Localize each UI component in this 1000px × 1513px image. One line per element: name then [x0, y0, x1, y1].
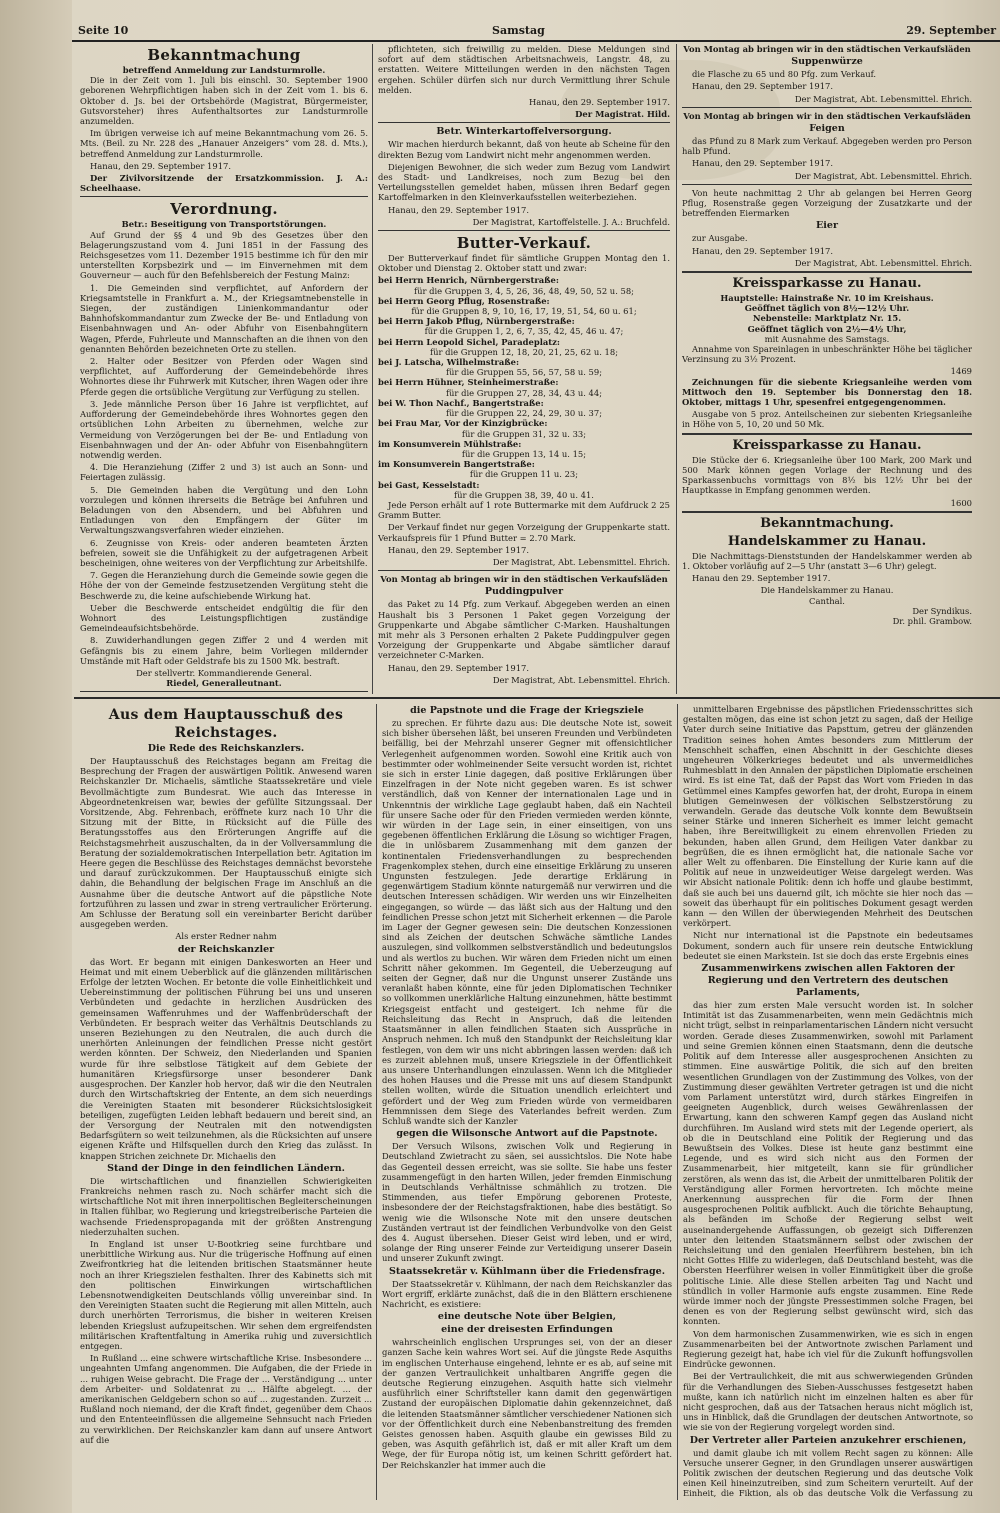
notice-date: Hanau, den 29. September 1917.	[692, 81, 834, 92]
ordinance-title: Verordnung.	[170, 200, 278, 219]
butter-shop	[378, 459, 670, 479]
article-paragraph: Der Hauptausschuß des Reichstages begann am Freitag die Besprechung der Fragen der auswärtigen Politik. Anwesend waren Reichskanzler Dr. Michaelis, sämtliche Staatssekretäre und viele Bevollmächtigte zum Bundesrat. Wie auch das Interesse in Abgeordnetenkreisen war, bewies der gefüllte Sitzungssaal. Der Vorsitzende, Abg. Fehrenbach, eröffnete kurz nach 10 Uhr die Sitzung mit der Bitte, in Rücksicht auf die Fülle des Beratungsstoffes aus den Erörterungen Angriffe auf die Reichstagsmehrheit auszuschalten, da in der Vollversammlung die Beratung der sozialdemokratischen Interpellation betr. Agitation im Heere gegen die Beschlüsse des Reichstages demnächst bevorstehe und darauf zurückzukommen. Der Hauptausschuß einigte sich dahin, die Behandlung der belgischen Frage im Anschluß an die Ausnahme über die deutsche Antwort auf die päpstliche Note fortzuführen zu lassen und zwar in streng vertraulicher Erörterung. Am Schlusse der Beratung soll ein vereinbarter Bericht darüber ausgegeben werden.	[80, 756, 372, 930]
article-subheading: der Reichskanzler	[177, 943, 275, 955]
shop-groups: für die Gruppen 22, 24, 29, 30 u. 37;	[445, 408, 603, 419]
shop-name: bei J. Latscha, Wilhelmstraße:	[378, 357, 520, 368]
shop-name: bei Herrn Georg Pflug, Rosenstraße:	[378, 295, 550, 306]
shop-groups: für die Gruppen 3, 4, 5, 26, 36, 48, 49, 50, 52 u. 58;	[413, 285, 635, 296]
page-header	[72, 24, 1000, 42]
notice-signature: Der Magistrat, Abt. Lebensmittel. Ehrich.	[794, 93, 972, 104]
butter-signature: Der Magistrat, Abt. Lebensmittel. Ehrich.	[492, 556, 670, 567]
article-paragraph: zu sprechen. Er führte dazu aus: Die deutsche Note ist, soweit sich bisher übersehen läßt, bei unseren Freunden und Verbündeten beifällig, bei der Mehrzahl unserer Gegner mit offensichtlicher Verlegenheit aufgenommen worden. Sowohl eine Kritik auch von bestimmter oder wohlmeinender Seite versucht worden ist, richtet sie sich in erster Linie dagegen, daß positive Erklärungen über Einzelfragen in der Note nicht gegeben waren. Es ist schwer verständlich, daß von Kenner der internationalen Lage und in Unkenntnis der wirkliche Lage geglaubt haben, daß ein Nachteil für unsere Sache oder für den Frieden vermieden werden könnte, wir würden in der Lage sein, in einer einseitigen, von uns gegebenen öffentlichen Erklärung die Lösung so wichtiger Fragen, die in unlösbarem Zusammenhang mit dem ganzen der kontinentalen Friedensverhandlungen zu besprechenden Fragenkomplex stehen, durch eine einseitige Erklärung zu unseren Ungunsten festzulegen. Jede derartige Erklärung in gegenwärtigem Stadium könnte naturgemäß nur verwirren und die deutschen Interessen schädigen. Wir werden uns wir Einzelheiten eingegangen, so würde — das läßt sich aus der Haltung und den feindlichen Presse schon jetzt mit Sicherheit erkennen — die Parole im Lager der Gegner gewesen sein: Die deutschen Konzessionen sind als Zeichen der deutschen Schwäche sämtliche Landes auszulegen, sind vollkommen selbstverständlich und bedeutungslos und als wertlos zu buchen. Wir wären dem Frieden nicht um einen Schritt näher gekommen. Im Gegenteil, die Ueberzeugung auf seiten der Gegner, daß nur die Ungunst unserer Zustände uns veranlaßt haben könnte, eine für jeden Diplomatischen Techniker so vollkommen unerklärliche Haltung einzunehmen, hätte bestimmt Kriegsgeist entfacht und gesteigert. Ich nehme für die Reichsleitung das Recht in Anspruch, daß die leitenden Staatsmänner in allen feindlichen Staaten sich Aussprüche in Anspruch nehmen. Ich muß den Standpunkt der Reichsleitung klar festlegen, von dem wir uns nicht abbringen lassen werden: daß ich es zurzeit ablehnen muß, unsere Kriegsziele in der Öffentlichkeit aus unsere Unterhandlungen einzulassen. Wenn ich die Mitglieder des hohen Hauses und die Presse mit uns auf diesem Standpunkt stellen wollten, würde die Situation unendlich erleichtert und gefördert und der Weg zum Frieden würde von vermeidbaren Hemmnissen dem Siege des Vaterlandes befreit werden. Zum Schluß wandte sich der Kanzler	[382, 718, 672, 1126]
bank-line: Geöffnet täglich von 2½—4½ Uhr,	[747, 323, 907, 334]
divider	[80, 196, 368, 197]
butter-shop-list	[378, 275, 670, 499]
butter-shop	[378, 418, 670, 438]
article-subheading: Der Vertreter aller Parteien anzukehrer erschienen,	[689, 1434, 967, 1446]
notice-subtitle: betreffend Anmeldung zur Landsturmrolle.	[122, 65, 326, 75]
article-paragraph: Als erster Redner nahm	[175, 931, 277, 942]
ordinance-paragraph: Auf Grund der §§ 4 und 9b des Gesetzes über den Belagerungszustand vom 4. Juni 1851 in der Fassung des Reichsgesetzes vom 11. Dezember 1915 bestimme ich für den mir unterstellten Korpsbezirk und — im Einvernehmen mit dem Gouverneur — auch für den Befehlsbereich der Festung Mainz:	[80, 229, 368, 281]
shop-groups: für die Gruppen 1, 2, 6, 7, 35, 42, 45, 46 u. 47;	[424, 326, 624, 337]
ordinance-paragraph: 5. Die Gemeinden haben die Vergütung und den Lohn vorzulegen und können ihrerseits die Beträge bei Anfuhren und Beladungen von den Absendern, und bei Abfuhren und Entladungen von den Empfängern der Güter im Verwaltungszwangsverfahren wieder einziehen.	[80, 484, 368, 536]
ordinance-signature-name: Riedel, Generalleutnant.	[166, 678, 282, 689]
ordinance-paragraph: 8. Zuwiderhandlungen gegen Ziffer 2 und 4 werden mit Gefängnis bis zu einem Jahre, beim Vorliegen mildernder Umstände mit Haft oder Geldstrafe bis zu 1500 Mk. bestraft.	[80, 635, 368, 666]
article-subheading: Staatssekretär v. Kühlmann über die Friedensfrage.	[388, 1265, 666, 1277]
article-paragraph: Der Staatssekretär v. Kühlmann, der nach dem Reichskanzler das Wort ergriff, erklärte zunächst, daß die in den Blättern erschienene Nachricht, es existiere:	[382, 1278, 672, 1309]
article-paragraph: das hier zum ersten Male versucht worden ist. In solcher Intimität ist das Zusammenarbeiten, wenn mein Gedächtnis mich nicht trügt, selbst in reinparlamentarischen Ländern nicht versucht worden. Gerade dieses Zusammenwirken, sowohl mit Parlament und seine Gremien können einen Staatsmann, denn die deutsche Politik auf dem Interesse aller ausgesprochenen Ansichten zu stimmen. Eine auswärtige Politik, die sich auf den breiten wesentlichen Grundlagen von der Zustimmung des Volkes, von der Zustimmung dieser gewählten Vertreter getragen ist und die nicht vom Parlament unterstützt wird, durch stärkes Eingreifen in geeigneten Augenblick, durch weises Gewährenlassen der Erwartung, kann den schweren Kampf gegen das Ausland nicht durchführen. Im Ausland wird stets mit der Legende operiert, als ob die in Deutschland eine Politik der Regierung und das Bewußtsein des Volkes. Diese ist heute ganz bestimmt eine Legende, und es wird sich nicht aus den Formen der Zusammenarbeit, hier mitgeteilt, kann sie für gründlicher zerstören, als wenn das ist, die Arbeit der unmittelbaren Politik der Verständigung aller Formen hervortreten. Ich möchte meine Anerkennung aussprechen für die Form der Ihnen ausgesprochenen Politik aufblickt. Auch die törichte Behauptung, als befänden im Schoße der Regierung selbst weit auseinandergehende Auffassungen, ob gezeigt sich Differenzen unter den leitenden Staatsmännern selbst oder zwischen der Reichsleitung und den genialen Heerführern bestehen, bin ich nicht Gottes Hilfe zu widerlegen, daß Deutschland besteht, was die Obersten Heerführer weisen in voller Einmütigkeit über die große politische Linie. Alle diese Stellen arbeiten Tag und Nacht und stündlich in voller Harmonie aufs engste zusammen. Eine Rede würde immer noch der jüngste Pressestimmen solche Fragen, bei denen es von der Regierung selbst gewünscht wird, sich das konnten.	[683, 1000, 973, 1327]
shop-name: bei Gast, Kesselstadt:	[378, 479, 480, 490]
notice-intro: Von Montag ab bringen wir in den städtischen Verkaufsläden	[683, 110, 971, 121]
article-paragraph: Von dem harmonischen Zusammenwirken, wie es sich in engen Zusammenarbeiten bei der Antwortnote zwischen Parlament und Regierung gezeigt hat, habe ich viel für die Zukunft hoffungsvollen Eindrücke gewonnen.	[683, 1328, 973, 1370]
divider	[80, 691, 368, 692]
chamber-signature-name: Canthal.	[809, 595, 845, 606]
potato-paragraph: Wir machen hierdurch bekannt, daß von heute ab Scheine für den direkten Bezug vom Landwirt nicht mehr angenommen werden.	[378, 139, 670, 160]
butter-shop	[378, 275, 670, 295]
notice-signature: Der Zivilvorsitzende der Ersatzkommission. J. A.: Scheelhaase.	[80, 173, 368, 194]
column-rule	[677, 704, 678, 1500]
butter-shop	[378, 337, 670, 357]
pudding-date: Hanau, den 29. September 1917.	[388, 662, 530, 673]
article-paragraph: wahrscheinlich englischen Ursprunges sei, von der an dieser ganzen Sache kein wahres Wort sei. Auf die jüngste Rede Asquiths im englischen Unterhause eingehend, lehnte er es ab, auf seine mit der ganzen Vertraulichkeit unhaltbaren Angriffe gegen die deutsche Regierung einzugehen. Asquith hatte sich vielmehr ausführlich einer Schriftsteller kann damit den gegenwärtigen Zustand der europäischen Diplomatie dahin gekennzeichnet, daß die leitenden Staatsmänner sämtlicher verschiedener Nationen sich vor der Öffentlichkeit durch eine Nebenbanstreitung des fremden Geistes genossen haben. Asquith glaube ein gewisses Bild zu geben, was Asquith gefährlich ist, daß er mit aller Kraft um dem Wege, der für Europa nötig ist, um keinen Schritt gefördert hat. Der Reichskanzler hat immer auch die	[382, 1337, 672, 1470]
pudding-paragraph: das Paket zu 14 Pfg. zum Verkauf. Abgegeben werden an einen Haushalt bis 3 Personen 1 Paket gegen Vorzeigung der Gruppenkarte und Abgabe sämtlicher C-Marken. Haushaltungen mit mehr als 3 Personen erhalten 2 Pakete Puddingpulver gegen Vorzeigung der Gruppenkarte und Abgabe sämtlicher darauf verzeichneter C-Marken.	[378, 599, 670, 661]
article-paragraph: In Rußland ... eine schwere wirtschaftliche Krise. Insbesondere ... ungeahnten Umfang angenommen. Die Aufgaben, die der Friede in ... ruhigen Weise gebracht. Die Frage der ... Verständigung ... unter dem Arbeiter- und Soldatenrat zu ... Hälfte abgelegt. ... der amerikanischen Geldgebern schon so auf ... zugestanden. Zurzeit ... Rußland noch niemand, der die Kraft findet, gegenüber dem Chaos und den Ententeeinflüssen die allgemeine Sehnsucht nach Frieden zu verwirklichen. Der Reichskanzler kam dann auf unsere Antwort auf die	[80, 1353, 372, 1445]
notice-item: Suppenwürze	[791, 56, 863, 68]
divider	[378, 570, 670, 571]
bank-paragraph: Die Stücke der 6. Kriegsanleihe über 100 Mark, 200 Mark und 500 Mark können gegen Vorlage der Rechnung und des Sparkassenbuchs vormittags von 8½ bis 12½ Uhr bei der Hauptkasse in Empfang genommen werden.	[682, 454, 972, 496]
column-1	[80, 44, 368, 692]
shop-groups: für die Gruppen 12, 18, 20, 21, 25, 62 u. 18;	[429, 346, 619, 357]
notice-paragraph: Von heute nachmittag 2 Uhr ab gelangen bei Herren Georg Pflug, Rosenstraße gegen Vorzeigung der Zusatzkarte und der betreffenden Eiermarken	[682, 187, 972, 219]
section-rule	[74, 697, 1000, 699]
ordinance-signature: Der stellvertr. Kommandierende General.	[136, 667, 312, 678]
shop-groups: für die Gruppen 8, 9, 10, 16, 17, 19, 51, 54, 60 u. 61;	[411, 306, 637, 317]
page-binding-edge	[0, 0, 72, 1513]
butter-shop	[378, 377, 670, 397]
potato-subtitle: Betr. Winterkartoffelversorgung.	[436, 126, 612, 138]
shop-groups: für die Gruppen 31, 32 u. 33;	[461, 428, 587, 439]
butter-shop	[378, 357, 670, 377]
bank-paragraph: Zeichnungen für die siebente Kriegsanleihe werden vom Mittwoch den 19. September bis Donnerstag den 18. Oktober, mittags 1 Uhr, spesenfrei entgegengenommen.	[682, 376, 972, 408]
notice-paragraph: Im übrigen verweise ich auf meine Bekanntmachung vom 26. 5. Mts. (Beil. zu Nr. 228 des „Hanauer Anzeigers“ vom 28. d. Mts.), betreffend Anmeldung zur Landsturmrolle.	[80, 128, 368, 159]
header-date: 29. September	[906, 24, 996, 37]
chamber-title: Bekanntmachung.	[760, 515, 894, 531]
chamber-paragraph: Die Nachmittags-Dienststunden der Handelskammer werden ab 1. Oktober vorläufig auf 2—5 Uhr (anstatt 3—6 Uhr) gelegt.	[682, 550, 972, 571]
notice-paragraph: das Pfund zu 8 Mark zum Verkauf. Abgegeben werden pro Person halb Pfund.	[682, 136, 972, 157]
notice-paragraph: pflichteten, sich freiwillig zu melden. Diese Meldungen sind sofort auf dem städtischen Arbeitsnachweis, Langstr. 48, zu erstatten. Weitere Mitteilungen werden in den nächsten Tagen ergehen. Schüler dürfen sich nur durch Vermittlung ihrer Schule melden.	[378, 44, 670, 95]
article-paragraph: Bei der Vertraulichkeit, die mit aus schwerwiegenden Gründen für die Verhandlungen des Sieben-Ausschusses festgesetzt haben mußte, kann ich natürlich nicht im einzelnen halten es aber für nicht gesprochen, daß aus der Tatsachen heraus nicht möglich ist, uns in Hinblick, daß die Grundlagen der deutschen Antwortnote, so wie sie von der Regierung vorgelegt worden sind.	[683, 1371, 973, 1433]
article-subheading: eine deutsche Note über Belgien,	[437, 1311, 617, 1323]
article-paragraph: das Wort. Er begann mit einigen Dankesworten an Heer und Heimat und mit einem Ueberblick auf die glänzenden militärischen Erfolge der letzten Wochen. Er betonte die volle Einheitlichkeit und Uebereinstimmung der politischen Führung bei uns und unseren Verbündeten und gedachte in herzlichen Ausdrücken des gemeinsamen Waffenruhmes und der Waffenbrüderschaft der Verbündeten. Er besprach weiter das Verhältnis Deutschlands zu unseren Beziehungen zu den Neutralen, die auch durch die unerhörten Anleinungen der feindlichen Presse nicht gestört werden könnten. Der Schweiz, den Niederlanden und Spanien wurde für ihre selbstlose Tätigkeit auf dem Gebiete der humanitären Kriegsfürsorge unser besonderer Dank ausgesprochen. Der Kanzler hob hervor, daß wir die den Neutralen durch den Wirtschaftskrieg der Entente, an dem sich neuerdings die Vereinigten Staaten mit besonderer Rücksichtslosigkeit beteiligen, zugefügten Leiden lebhaft bedauern und bereit sind, an der Versorgung der Neutralen mit den notwendigsten Bedarfsgütern so weit teilzunehmen, als die Rücksichten auf unsere eigenen Kräfte und Hilfsquellen durch den Krieg das zulässt. In knappen Strichen zeichnete Dr. Michaelis den	[80, 956, 372, 1161]
notice-title: Bekanntmachung	[147, 46, 301, 64]
ordinance-paragraph: 7. Gegen die Heranziehung durch die Gemeinde sowie gegen die Höhe der von der Gemeinde festzusetzenden Vergütung steht die Beschwerde zu, die keine aufschiebende Wirkung hat.	[80, 570, 368, 601]
notice-date: Hanau, den 29. September 1917.	[692, 245, 834, 256]
butter-shop	[378, 439, 670, 459]
potato-date: Hanau, den 29. September 1917.	[388, 204, 530, 215]
bank-paragraph: Annahme von Spareinlagen in unbeschränkter Höhe bei täglicher Verzinsung zu 3½ Prozent.	[682, 344, 972, 365]
notice-signature: Der Magistrat, Abt. Lebensmittel. Ehrich.	[794, 170, 972, 181]
notice-date: Hanau, den 29. September 1917.	[90, 160, 232, 171]
article-paragraph: unmittelbaren Ergebnisse des päpstlichen Friedensschrittes sich gestalten mögen, das eine ist schon jetzt zu sagen, daß der Heilige Vater durch seine Initiative das Papsttum, getreu der glänzenden Tradition seines hohen Amtes besonders zum Mittlerum der Menschheit schaffen, einen Abschnitt in der Geschichte dieses ungeheuren Völkerkrieges bedeutet und als unvermeidliches Ruhmesblatt in den Annalen der päpstlichen Diplomatie erscheinen wird. Es ist eine Tat, daß der Papst das Wort vom Frieden in das Getümmel eines Kampfes geworfen hat, der droht, Europa in einem blutigen Gemeinwesen der völkischen Selbstzerstörung zu verwandeln. Gerade das deutsche Volk konnte dem Bewußtsein seiner Stärke und inneren Sicherheit es immer leicht gemacht haben, ihre Bereitwilligkeit zu einem ehrenvollen Frieden zu bekunden, haben allen Grund, dem Heiligen Vater dankbar zu begrüßen, die es ihnen ermöglicht hat, die nationale Sache vor aller Welt zu offenbaren. Die Einstellung der Kurie kann auf die Politik auf neue in unzweideutiger Weise dargelegt werden. Was wir Absicht nationale Politik: denn ich hoffe und glaube bestimmt, daß sie auch bei uns dauernd gilt, ich möchte sie hier noch das — soweit das überhaupt für ein politisches Dokument gesagt werden kann — den Willen der überwiegenden Mehrheit des Deutschen verkörpert.	[683, 704, 973, 929]
shop-groups: für die Gruppen 38, 39, 40 u. 41.	[454, 489, 594, 500]
column-rule	[372, 44, 373, 694]
article-subtitle: Die Rede des Reichskanzlers.	[147, 743, 305, 754]
column-rule	[676, 44, 677, 694]
bank-title: Kreissparkasse zu Hanau.	[732, 276, 922, 292]
notice-date: Hanau, den 29. September 1917.	[528, 97, 670, 108]
butter-intro: Der Butterverkauf findet für sämtliche Gruppen Montag den 1. Oktober und Dienstag 2. Oktober statt und zwar:	[378, 253, 670, 274]
chamber-signature: Die Handelskammer zu Hanau.	[760, 585, 894, 596]
butter-shop	[378, 398, 670, 418]
shop-name: im Konsumverein Bangertstraße:	[378, 459, 535, 470]
shop-name: bei Herrn Leopold Sichel, Paradeplatz:	[378, 336, 561, 347]
notice-paragraph: die Flasche zu 65 und 80 Pfg. zum Verkauf.	[692, 69, 877, 80]
potato-paragraph: Diejenigen Bewohner, die sich weder zum Bezug vom Landwirt des Stadt- und Landkreises, noch zum Bezug bei den Verteilungsstellen gemeldet haben, müssen ihren Bedarf gegen Kartoffelmarken in den Kleinverkaufsstellen weiterbeziehen.	[378, 161, 670, 203]
article-paragraph: Der Versuch Wilsons, zwischen Volk und Regierung in Deutschland Zwietracht zu säen, sei aussichtslos. Die Note habe das Gegenteil dessen erreicht, was sie sollte. Sie habe uns fester zusammengefügt in den harten Willen, jeder fremden Einmischung in Deutschlands Verhältnisse schmählich zu trotzen. Die Stimmenden, aus tiefer Empörung geborenen Proteste, insbesondere der der Reichstagsfraktionen, habe dies bestätigt. So wenig wie die Wilsonsche Note mit den unsere deutschen Zuständen vertraut ist der feindlichen Verbundvolke von den Geist des 4. August übersehen. Dieser Geist wird leben, und er wird, solange der Ring unserer Feinde zur Verteidigung unserer Dasein und unserer Zukunft zwingt.	[382, 1141, 672, 1264]
chamber-date: Hanau den 29. September 1917.	[692, 573, 831, 584]
ordinance-paragraph: Ueber die Beschwerde entscheidet endgültig die für den Wohnort des Leistungspflichtigen zuständige Gemeindeaufsichtsbehörde.	[80, 602, 368, 634]
divider	[682, 511, 972, 513]
butter-paragraph: Jede Person erhält auf 1 rote Buttermarke mit dem Aufdruck 2 25 Gramm Butter.	[378, 499, 670, 521]
article-paragraph: Nicht nur international ist die Papstnote ein bedeutsames Dokument, sondern auch für unsere rein deutsche Entwicklung bedeutet sie einen Markstein. Ist sie doch das erste Ergebnis eines	[683, 930, 973, 961]
pudding-item: Puddingpulver	[484, 586, 564, 598]
ordinance-paragraph: 2. Halter oder Besitzer von Pferden oder Wagen sind verpflichtet, auf Aufforderung der Gemeindebehörde ihres Wohnortes diese ihr Fuhrwerk mit Kutscher, ihren Wagen oder ihre Pferde gegen die ortsübliche Vergütung zur Verfügung zu stellen.	[80, 356, 368, 397]
notice-intro: Von Montag ab bringen wir in den städtischen Verkaufsläden	[683, 44, 971, 54]
shop-groups: für die Gruppen 13, 14 u. 15;	[461, 448, 587, 459]
notice-signature: Der Magistrat. Hild.	[575, 109, 670, 120]
butter-shop	[378, 296, 670, 316]
ordinance-paragraph: 1. Die Gemeinden sind verpflichtet, auf Anfordern der Kriegsamtstelle in Frankfurt a. M., der Kriegsamtnebenstelle in Siegen, der zuständigen Linienkommandantur oder Bahnhofskommandantur zum Zwecke der Be- und Entladung von Eisenbahnwagen und An- oder Abfuhr von Eisenbahngütern Wagen, Pferde, Fuhrleute und Mannschaften an die ihnen von den genannten Behörden bezeichneten Orte zu stellen.	[80, 282, 368, 354]
bank-reference-number: 1469	[950, 366, 972, 377]
shop-name: im Konsumverein Mühlstraße:	[378, 438, 522, 449]
notice-item: Eier	[816, 220, 838, 232]
divider	[682, 107, 972, 108]
bank-title: Kreissparkasse zu Hanau.	[732, 437, 922, 453]
divider	[682, 433, 972, 435]
divider	[682, 184, 972, 185]
bank-reference-number: 1600	[950, 497, 972, 508]
butter-shop	[378, 316, 670, 336]
divider	[378, 122, 670, 123]
article-paragraph: und damit glaube ich mit vollem Recht sagen zu können: Alle Versuche unserer Gegner, in den Grundlagen unserer auswärtigen Politik zwischen der deutschen Regierung und das deutsche Volk einen Keil hineinzutreiben, sind zum Scheitern verurteilt. Auf der Einheit, die Fiktion, als ob das deutsche Volk die Verfassung zu	[683, 1447, 973, 1499]
header-weekday: Samstag	[492, 24, 545, 37]
article-column-3	[683, 704, 973, 1500]
potato-signature: Der Magistrat, Kartoffelstelle. J. A.: Bruchfeld.	[472, 216, 670, 227]
butter-shop	[378, 480, 670, 500]
article-paragraph: In England ist unser U-Bootkrieg seine furchtbare und unerbittliche Wirkung aus. Nur die trügerische Hoffnung auf einen Zweifrontkrieg hat die leitenden britischen Staatsmänner heute noch an ihrer Kriegszielen festhalten. Ihrer des Kabinetts sich mit den politischen Einwirkungen wirtschaftlichen Lebensnotwendigkeiten Deutschlands völlig unvereinbar sind. In den Vereinigten Staaten sucht die Regierung mit allen Mitteln, auch durch unerhörten Terrorismus, die bisher in weiteren Kreisen lebenden Kriegslust aufzupeitschen. Wir sehen dem ergreifendsten militärischen Kraftentfaltung in Amerika ruhig und zuversichtlich entgegen.	[80, 1238, 372, 1351]
article-subheading: die Papstnote und die Frage der Kriegsziele	[410, 705, 644, 716]
shop-groups: für die Gruppen 55, 56, 57, 58 u. 59;	[445, 367, 603, 378]
butter-date: Hanau, den 29. September 1917.	[388, 544, 530, 555]
shop-name: bei Frau Mar, Vor der Kinzigbrücke:	[378, 418, 548, 429]
bank-line: Geöffnet täglich von 8½—12½ Uhr.	[744, 303, 910, 314]
divider	[682, 271, 972, 273]
article-subheading: Stand der Dinge in den feindlichen Ländern.	[107, 1162, 345, 1174]
column-2	[378, 44, 670, 692]
chamber-syndic-name: Dr. phil. Grambow.	[892, 615, 972, 626]
notice-item: Feigen	[809, 123, 845, 135]
page-number: Seite 10	[78, 24, 129, 37]
column-3	[682, 44, 972, 692]
butter-paragraph: Der Verkauf findet nur gegen Vorzeigung der Gruppenkarte statt. Verkaufspreis für 1 Pfund Butter = 2.70 Mark.	[378, 522, 670, 543]
ordinance-paragraph: 3. Jede männliche Person über 16 Jahre ist verpflichtet, auf Aufforderung der Gemeindebehörde ihres Wohnortes gegen den ortsüblichen Lohn Arbeiten zu übernehmen, welche zur Vermeidung von Verzögerungen bei der Be- und Entladung von Eisenbahnwagen und der An- oder Abfuhr von Eisenbahngütern notwendig werden.	[80, 398, 368, 460]
ordinance-paragraph: 6. Zeugnisse von Kreis- oder anderen beamteten Ärzten befreien, soweit sie die Unfähigkeit zu der aufgetragenen Arbeit bescheinigen, ohne weiteres von der Verpflichtung zur Arbeitshilfe.	[80, 537, 368, 568]
article-subheading: Zusammenwirkens zwischen allen Faktoren der Regierung und den Vertretern des deutschen Parlaments,	[701, 963, 955, 999]
pudding-signature: Der Magistrat, Abt. Lebensmittel. Ehrich.	[492, 674, 670, 685]
shop-name: bei Herrn Hühner, Steinheimerstraße:	[378, 377, 559, 388]
shop-name: bei W. Thon Nachf., Bangertstraße:	[378, 397, 544, 408]
bank-line: Nebenstelle: Marktplatz Nr. 15.	[752, 313, 902, 324]
column-rule	[376, 704, 377, 1500]
notice-signature: Der Magistrat, Abt. Lebensmittel. Ehrich.	[794, 257, 972, 268]
article-paragraph: Die wirtschaftlichen und finanziellen Schwierigkeiten Frankreichs nehmen rasch zu. Noch schärfer macht sich die wirtschaftliche Not mit ihren innerpolitischen Begleiterscheinungen in Italien fühlbar, wo Regierung und kriegstreiberische Parteien die wachsende Friedenspropaganda mit der größten Anstrengung niederzuhalten suchen.	[80, 1175, 372, 1237]
notice-date: Hanau, den 29. September 1917.	[692, 158, 834, 169]
shop-name: bei Herrn Jakob Pflug, Nürnbergerstraße:	[378, 316, 575, 327]
chamber-syndic-label: Der Syndikus.	[912, 605, 972, 616]
ordinance-subtitle: Betr.: Beseitigung von Transportstörungen.	[121, 219, 327, 230]
notice-paragraph: zur Ausgabe.	[692, 233, 748, 244]
shop-name: bei Herrn Henrich, Nürnbergerstraße:	[378, 275, 559, 286]
shop-groups: für die Gruppen 27, 28, 34, 43 u. 44;	[445, 387, 603, 398]
article-title: Aus dem Hauptausschuß des Reichstages.	[108, 707, 344, 741]
article-subheading: gegen die Wilsonsche Antwort auf die Papstnote.	[396, 1128, 658, 1140]
ordinance-paragraph: 4. Die Heranziehung (Ziffer 2 und 3) ist auch an Sonn- und Feiertagen zulässig.	[80, 462, 368, 483]
article-subheading: eine der dreisesten Erfindungen	[441, 1324, 613, 1336]
article-column-1	[80, 704, 372, 1500]
butter-title: Butter-Verkauf.	[456, 234, 592, 253]
notice-paragraph: Die in der Zeit vom 1. Juli bis einschl. 30. September 1900 geborenen Wehrpflichtigen haben sich in der Zeit vom 1. bis 6. Oktober d. Js. bei der Ortsbehörde (Magistrat, Bürgermeister, Gutsvorsteher) ihres Aufenthaltsortes zur Landsturmrolle anzumelden.	[80, 75, 368, 127]
chamber-subtitle: Handelskammer zu Hanau.	[727, 533, 927, 549]
article-column-2	[382, 704, 672, 1500]
pudding-intro: Von Montag ab bringen wir in den städtischen Verkaufsläden	[380, 574, 668, 585]
shop-groups: für die Gruppen 11 u. 23;	[469, 469, 579, 480]
bank-paragraph: Ausgabe von 5 proz. Anteilscheinen zur siebenten Kriegsanleihe in Höhe von 5, 10, 20 und 50 Mk.	[682, 409, 972, 430]
divider	[378, 230, 670, 231]
bank-line: mit Ausnahme des Samstags.	[764, 333, 890, 344]
bank-line: Hauptstelle: Hainstraße Nr. 10 im Kreishaus.	[720, 293, 934, 304]
